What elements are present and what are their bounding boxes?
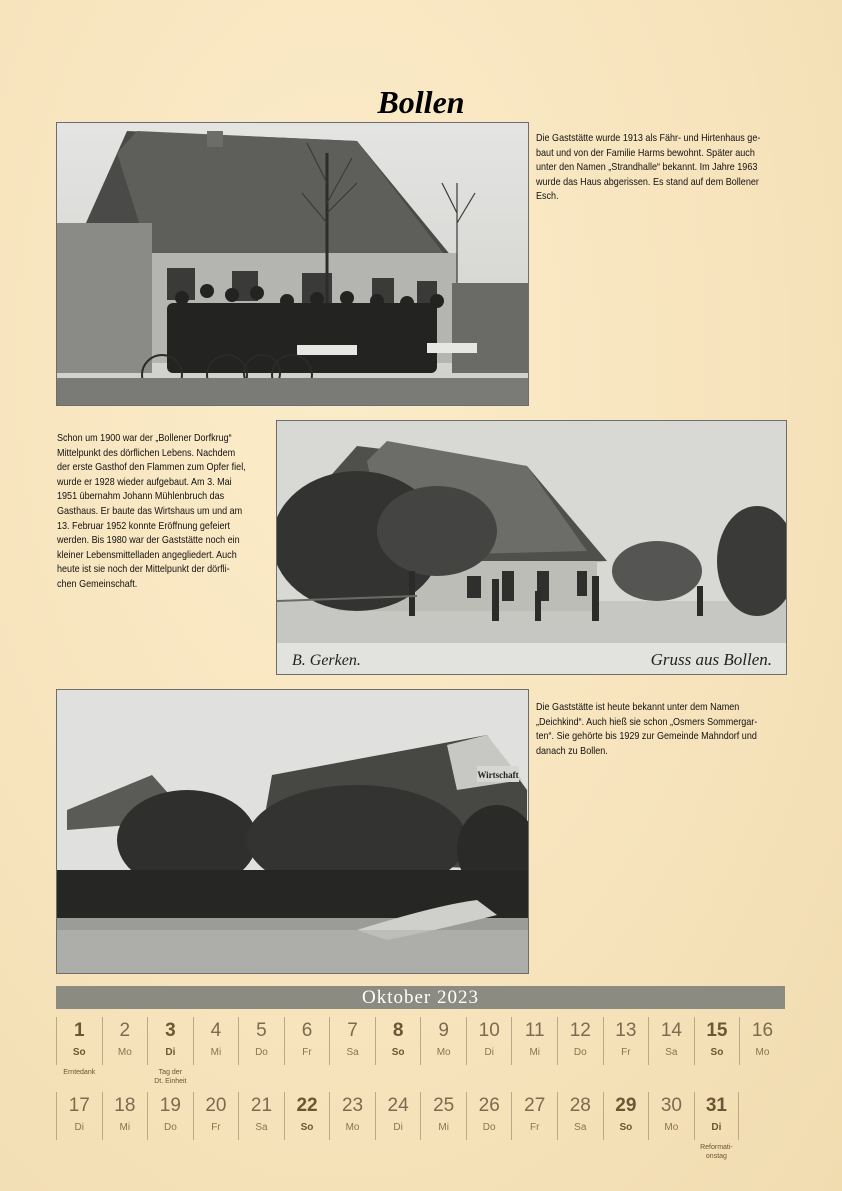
photo-deichkind xyxy=(56,689,529,974)
calendar-day xyxy=(603,1017,649,1065)
calendar-day xyxy=(466,1017,512,1065)
weekday-label: So xyxy=(710,1047,724,1058)
day-number: 22 xyxy=(296,1095,318,1116)
calendar-day xyxy=(193,1017,239,1065)
day-number: 1 xyxy=(73,1020,85,1041)
weekday-label: Mo xyxy=(436,1047,451,1058)
calendar-day xyxy=(193,1092,239,1140)
day-number: 9 xyxy=(438,1020,449,1041)
day-number: 4 xyxy=(210,1020,222,1041)
calendar-day xyxy=(284,1017,330,1065)
holiday-note: Erntedank xyxy=(63,1069,96,1076)
day-number: 8 xyxy=(392,1020,404,1041)
calendar-day xyxy=(56,1092,102,1140)
calendar-day xyxy=(603,1092,649,1140)
calendar-day xyxy=(375,1017,421,1065)
weekday-label: So xyxy=(391,1047,405,1058)
weekday-label: Sa xyxy=(346,1047,359,1058)
weekday-label: Di xyxy=(74,1122,84,1133)
text-line: Mittelpunkt des dörflichen Lebens. Nachdem xyxy=(57,446,236,459)
calendar-day xyxy=(56,1017,102,1076)
day-number: 26 xyxy=(478,1095,500,1116)
text-deichkind xyxy=(536,700,757,758)
weekday-label: Fr xyxy=(302,1047,312,1058)
calendar-row-2 xyxy=(56,1092,785,1160)
day-number: 30 xyxy=(660,1095,682,1116)
weekday-label: Mo xyxy=(345,1122,360,1133)
page-title: Bollen xyxy=(377,84,465,120)
text-line: unter den Namen „Strandhalle“ bekannt. Im Jahre 1963 xyxy=(536,161,758,174)
calendar-day xyxy=(511,1092,557,1140)
weekday-label: Do xyxy=(482,1122,496,1133)
day-number: 17 xyxy=(68,1095,90,1116)
day-number: 29 xyxy=(615,1095,637,1116)
day-number: 2 xyxy=(119,1020,131,1041)
calendar-day xyxy=(511,1017,557,1065)
weekday-label: Di xyxy=(711,1122,722,1133)
day-number: 27 xyxy=(524,1095,546,1116)
photo-sign: Wirtschaft xyxy=(477,770,519,780)
weekday-label: Mo xyxy=(117,1047,132,1058)
weekday-label: Sa xyxy=(574,1122,587,1133)
calendar-day xyxy=(739,1017,785,1065)
day-number: 16 xyxy=(751,1020,774,1041)
day-number: 23 xyxy=(341,1095,364,1116)
weekday-label: Sa xyxy=(255,1122,268,1133)
weekday-label: Mi xyxy=(119,1122,131,1133)
holiday-note: Tag der Dt. Einheit xyxy=(154,1069,187,1085)
weekday-label: Mi xyxy=(438,1122,449,1133)
text-line: Schon um 1900 war der „Bollener Dorfkrug“ xyxy=(57,432,232,444)
day-number: 6 xyxy=(301,1020,313,1041)
calendar-day xyxy=(694,1092,740,1160)
weekday-label: Do xyxy=(573,1047,587,1058)
text-line: chen Gemeinschaft. xyxy=(57,577,138,590)
text-line: baut und von der Familie Harms bewohnt. Später auch xyxy=(536,146,755,159)
weekday-label: Di xyxy=(393,1122,403,1133)
calendar-day xyxy=(147,1017,193,1085)
day-number: 10 xyxy=(478,1020,500,1041)
photo-strandhalle xyxy=(56,122,529,406)
text-line: wurde das Haus abgerissen. Es stand auf dem Bollener xyxy=(536,175,759,188)
weekday-label: Mo xyxy=(755,1047,770,1058)
calendar-day xyxy=(238,1017,284,1065)
day-number: 11 xyxy=(524,1020,545,1041)
text-line: werden. Bis 1980 war der Gaststätte noch ein xyxy=(57,534,240,547)
text-line: Gasthaus. Er baute das Wirtshaus um und am xyxy=(57,504,243,517)
text-strandhalle xyxy=(536,131,760,204)
calendar-month-header: Oktober 2023 xyxy=(56,986,785,1009)
day-number: 14 xyxy=(660,1020,682,1041)
weekday-label: So xyxy=(619,1122,633,1133)
text-line: ten“. Sie gehörte bis 1929 zur Gemeinde Mahndorf und xyxy=(536,730,757,743)
weekday-label: Sa xyxy=(665,1047,678,1058)
calendar-day xyxy=(466,1092,512,1140)
calendar-day xyxy=(557,1092,603,1140)
weekday-label: So xyxy=(300,1122,314,1133)
weekday-label: Mi xyxy=(210,1047,222,1058)
day-number: 19 xyxy=(159,1095,181,1116)
text-line: danach zu Bollen. xyxy=(536,744,608,757)
photo-caption-right: Gruss aus Bollen. xyxy=(650,650,772,669)
calendar-day xyxy=(329,1092,375,1140)
day-number: 5 xyxy=(256,1020,267,1041)
day-number: 25 xyxy=(433,1095,455,1116)
calendar-day xyxy=(375,1092,421,1140)
calendar-day xyxy=(420,1092,466,1140)
text-line: heute ist sie noch der Mittelpunkt der dörfli- xyxy=(57,563,230,576)
day-number: 31 xyxy=(705,1095,727,1116)
calendar-day xyxy=(329,1017,375,1065)
text-line: wurde er 1928 wieder aufgebaut. Am 3. Mai xyxy=(57,475,232,488)
weekday-label: Fr xyxy=(530,1122,540,1133)
weekday-label: Di xyxy=(165,1047,176,1058)
weekday-label: Do xyxy=(255,1047,268,1058)
day-number: 12 xyxy=(569,1020,591,1041)
day-number: 7 xyxy=(347,1020,358,1041)
text-line: 1951 übernahm Johann Mühlenbruch das xyxy=(57,490,225,503)
day-number: 18 xyxy=(114,1095,136,1116)
day-number: 3 xyxy=(165,1020,176,1041)
calendar-day xyxy=(694,1017,740,1065)
calendar-day xyxy=(102,1092,148,1140)
calendar-row-1 xyxy=(56,1017,785,1085)
text-line: kleiner Lebensmittelladen angegliedert. Auch xyxy=(57,548,237,561)
text-line: der erste Gasthof den Flammen zum Opfer fiel, xyxy=(57,461,246,474)
text-line: „Deichkind“. Auch hieß sie schon „Osmers Sommergar- xyxy=(536,715,758,728)
calendar-day xyxy=(238,1092,284,1140)
day-number: 28 xyxy=(569,1095,591,1116)
day-number: 20 xyxy=(205,1095,227,1116)
weekday-label: Fr xyxy=(211,1122,221,1133)
weekday-label: Di xyxy=(484,1047,494,1058)
photo-caption-left: B. Gerken. xyxy=(292,652,361,669)
calendar-day xyxy=(648,1092,694,1140)
calendar-day xyxy=(284,1092,330,1140)
calendar-day xyxy=(557,1017,603,1065)
day-number: 24 xyxy=(387,1095,409,1116)
text-line: Esch. xyxy=(536,190,559,203)
day-number: 13 xyxy=(615,1020,637,1041)
text-line: Die Gaststätte wurde 1913 als Fähr- und Hirtenhaus ge- xyxy=(536,132,761,144)
weekday-label: Fr xyxy=(621,1047,631,1058)
calendar-day xyxy=(102,1017,148,1065)
weekday-label: Mo xyxy=(664,1122,679,1133)
text-dorfkrug xyxy=(57,431,246,592)
day-number: 21 xyxy=(250,1095,273,1116)
calendar-day xyxy=(147,1092,193,1140)
day-number: 15 xyxy=(706,1020,728,1041)
weekday-label: Do xyxy=(163,1122,177,1133)
holiday-note: Reformati- onstag xyxy=(700,1144,733,1160)
photo-dorfkrug xyxy=(276,420,787,675)
weekday-label: Mi xyxy=(529,1047,541,1058)
calendar-day xyxy=(648,1017,694,1065)
weekday-label: So xyxy=(72,1047,86,1058)
text-line: 13. Februar 1952 konnte Eröffnung gefeiert xyxy=(57,519,231,532)
calendar-day xyxy=(420,1017,466,1065)
text-line: Die Gaststätte ist heute bekannt unter dem Namen xyxy=(536,701,740,713)
